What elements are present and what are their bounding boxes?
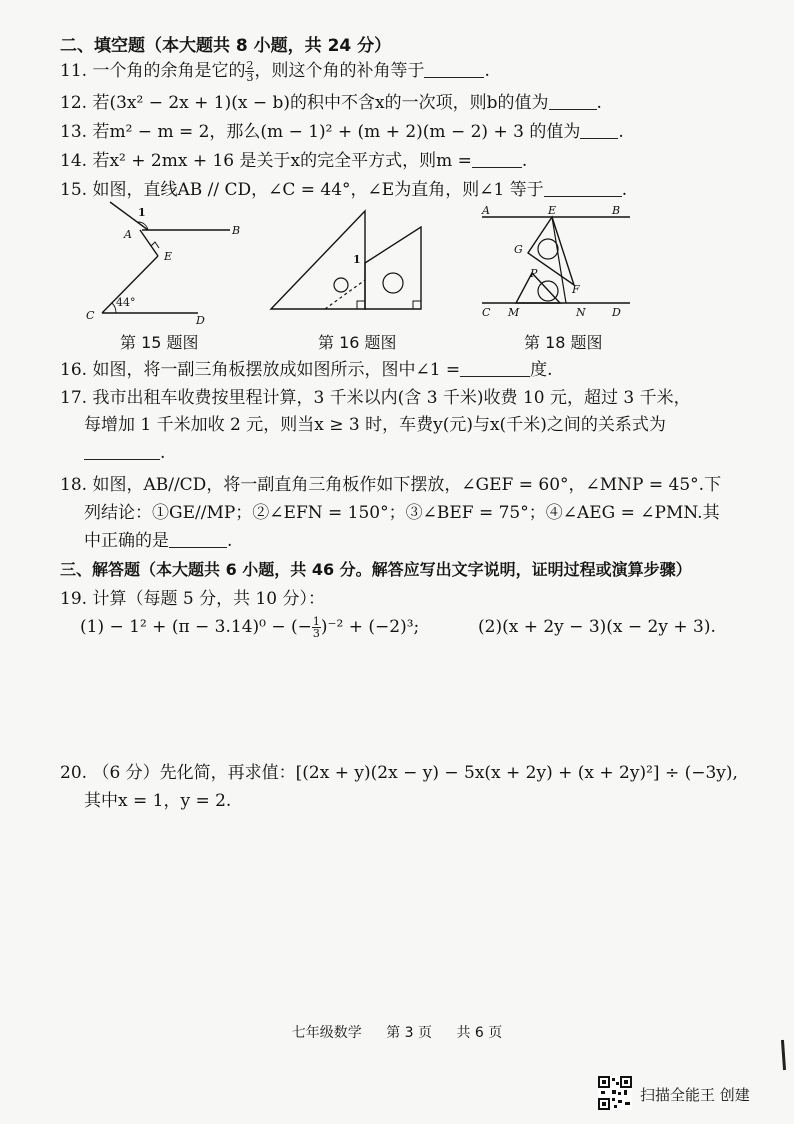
- question-text: 一个角的余角是它的: [92, 61, 246, 81]
- question-16: 16. 如图，将一副三角板摆放成如图所示，图中∠1 = 度.: [60, 357, 750, 383]
- label-A: A: [482, 204, 490, 217]
- answer-blank[interactable]: [460, 358, 530, 377]
- question-number: 11.: [60, 61, 88, 81]
- question-text: 计算（每题 5 分，共 10 分）：: [92, 589, 326, 609]
- scan-edge-mark: [781, 1040, 786, 1070]
- fraction: $\frac{2}{3}$: [246, 59, 254, 84]
- figure-15: [80, 200, 250, 325]
- question-number: 16.: [60, 360, 88, 380]
- label-1: 1: [138, 206, 146, 219]
- question-20: [60, 760, 750, 786]
- figure-16: [265, 205, 455, 315]
- answer-blank[interactable]: [169, 529, 227, 548]
- question-20-line-2: 其中x = 1，y = 2.: [84, 791, 232, 811]
- question-number: 12.: [60, 93, 88, 113]
- question-17-line-2: 每增加 1 千米加收 2 元，则当x ≥ 3 时，车费y(元)与x(千米)之间的关系式为: [84, 415, 666, 435]
- question-text: 我市出租车收费按里程计算，3 千米以内(含 3 千米)收费 10 元，超过 3 千米，: [92, 388, 691, 408]
- question-14: 14. 若x² + 2mx + 16 是关于x的完全平方式，则m = .: [60, 148, 750, 174]
- figure-18-caption: 第 18 题图: [524, 333, 603, 352]
- page-footer: [0, 1022, 794, 1042]
- question-18-line-3: 中正确的是 .: [84, 531, 233, 551]
- answer-blank[interactable]: [84, 441, 160, 460]
- question-text: 如图，直线AB // CD，∠C = 44°，∠E为直角，则∠1 等于: [92, 180, 544, 200]
- answer-blank[interactable]: [424, 59, 484, 78]
- question-number: 13.: [60, 122, 88, 142]
- question-19: [60, 586, 750, 612]
- question-13: 13. 若m² − m = 2，那么(m − 1)² + (m + 2)(m − 2) + 3 的值为 .: [60, 119, 750, 145]
- question-18: [60, 472, 750, 498]
- question-number: 14.: [60, 151, 88, 171]
- figure-18: [478, 203, 638, 323]
- question-text: （6 分）先化简，再求值：[(2x + y)(2x − y) − 5x(x + 2y) + (x + 2y)²] ÷ (−3y),: [92, 763, 738, 783]
- figure-15-caption: 第 15 题图: [120, 333, 199, 352]
- question-17: [60, 385, 750, 411]
- label-N: N: [576, 306, 586, 319]
- figure-16-caption: 第 16 题图: [318, 333, 397, 352]
- question-number: 18.: [60, 475, 88, 495]
- question-number: 15.: [60, 180, 88, 200]
- answer-blank[interactable]: [549, 91, 597, 110]
- question-text: 如图，AB//CD，将一副直角三角板作如下摆放，∠GEF = 60°，∠MNP = 45°.下: [92, 475, 722, 495]
- label-C: C: [482, 306, 491, 319]
- footer-subject: 七年级数学: [291, 1025, 362, 1041]
- question-text: 如图，将一副三角板摆放成如图所示，图中∠1 =: [92, 360, 461, 380]
- label-E: E: [548, 204, 557, 217]
- question-text: 若x² + 2mx + 16 是关于x的完全平方式，则m =: [92, 151, 472, 171]
- label-B: B: [232, 224, 241, 237]
- label-C: C: [86, 309, 95, 322]
- angle-44: 44°: [116, 296, 136, 309]
- label-D: D: [196, 314, 205, 325]
- label-E: E: [164, 250, 173, 263]
- question-text: 若(3x² − 2x + 1)(x − b)的积中不含x的一次项，则b的值为: [92, 93, 549, 113]
- question-18-line-2: 列结论：①GE//MP；②∠EFN = 150°；③∠BEF = 75°；④∠AEG = ∠PMN.其: [84, 503, 720, 523]
- section-2-title: 二、填空题（本大题共 8 小题，共 24 分）: [60, 36, 392, 56]
- answer-blank[interactable]: [544, 178, 622, 197]
- label-M: M: [508, 306, 520, 319]
- fraction: $\frac{1}{3}$: [312, 615, 320, 640]
- answer-blank[interactable]: [580, 120, 618, 139]
- question-number: 19.: [60, 589, 88, 609]
- question-19-part-1: (1) − 1² + (π − 3.14)⁰ − (− $\frac{1}{3}$ )⁻² + (−2)³;: [80, 615, 420, 640]
- question-text: 若m² − m = 2，那么(m − 1)² + (m + 2)(m − 2) + 3 的值为: [92, 122, 581, 142]
- label-B: B: [612, 204, 621, 217]
- label-A: A: [124, 228, 132, 241]
- question-number: 17.: [60, 388, 88, 408]
- question-19-part-2: (2)(x + 2y − 3)(x − 2y + 3).: [478, 617, 716, 637]
- label-D: D: [612, 306, 621, 319]
- question-text: ，则这个角的补角等于: [254, 61, 425, 81]
- question-number: 20.: [60, 763, 88, 783]
- answer-blank[interactable]: [472, 149, 522, 168]
- question-17-line-3: .: [84, 440, 165, 466]
- label-F: F: [572, 283, 580, 296]
- label-G: G: [514, 243, 523, 256]
- question-12: 12. 若(3x² − 2x + 1)(x − b)的积中不含x的一次项，则b的值为 .: [60, 90, 750, 116]
- question-15: 15. 如图，直线AB // CD，∠C = 44°，∠E为直角，则∠1 等于 .: [60, 177, 750, 203]
- section-3-title: 三、解答题（本大题共 6 小题，共 46 分。解答应写出文字说明，证明过程或演算步骤）: [60, 560, 692, 579]
- label-1: 1: [353, 253, 361, 266]
- footer-total: 共 6 页: [456, 1025, 503, 1041]
- question-11: 11. 一个角的余角是它的 $\frac{2}{3}$ ，则这个角的补角等于 .: [60, 59, 490, 84]
- footer-page: 第 3 页: [386, 1025, 432, 1041]
- scanner-watermark: 扫描全能王 创建: [640, 1086, 750, 1104]
- qr-code-icon: [598, 1076, 632, 1110]
- label-P: P: [530, 267, 538, 280]
